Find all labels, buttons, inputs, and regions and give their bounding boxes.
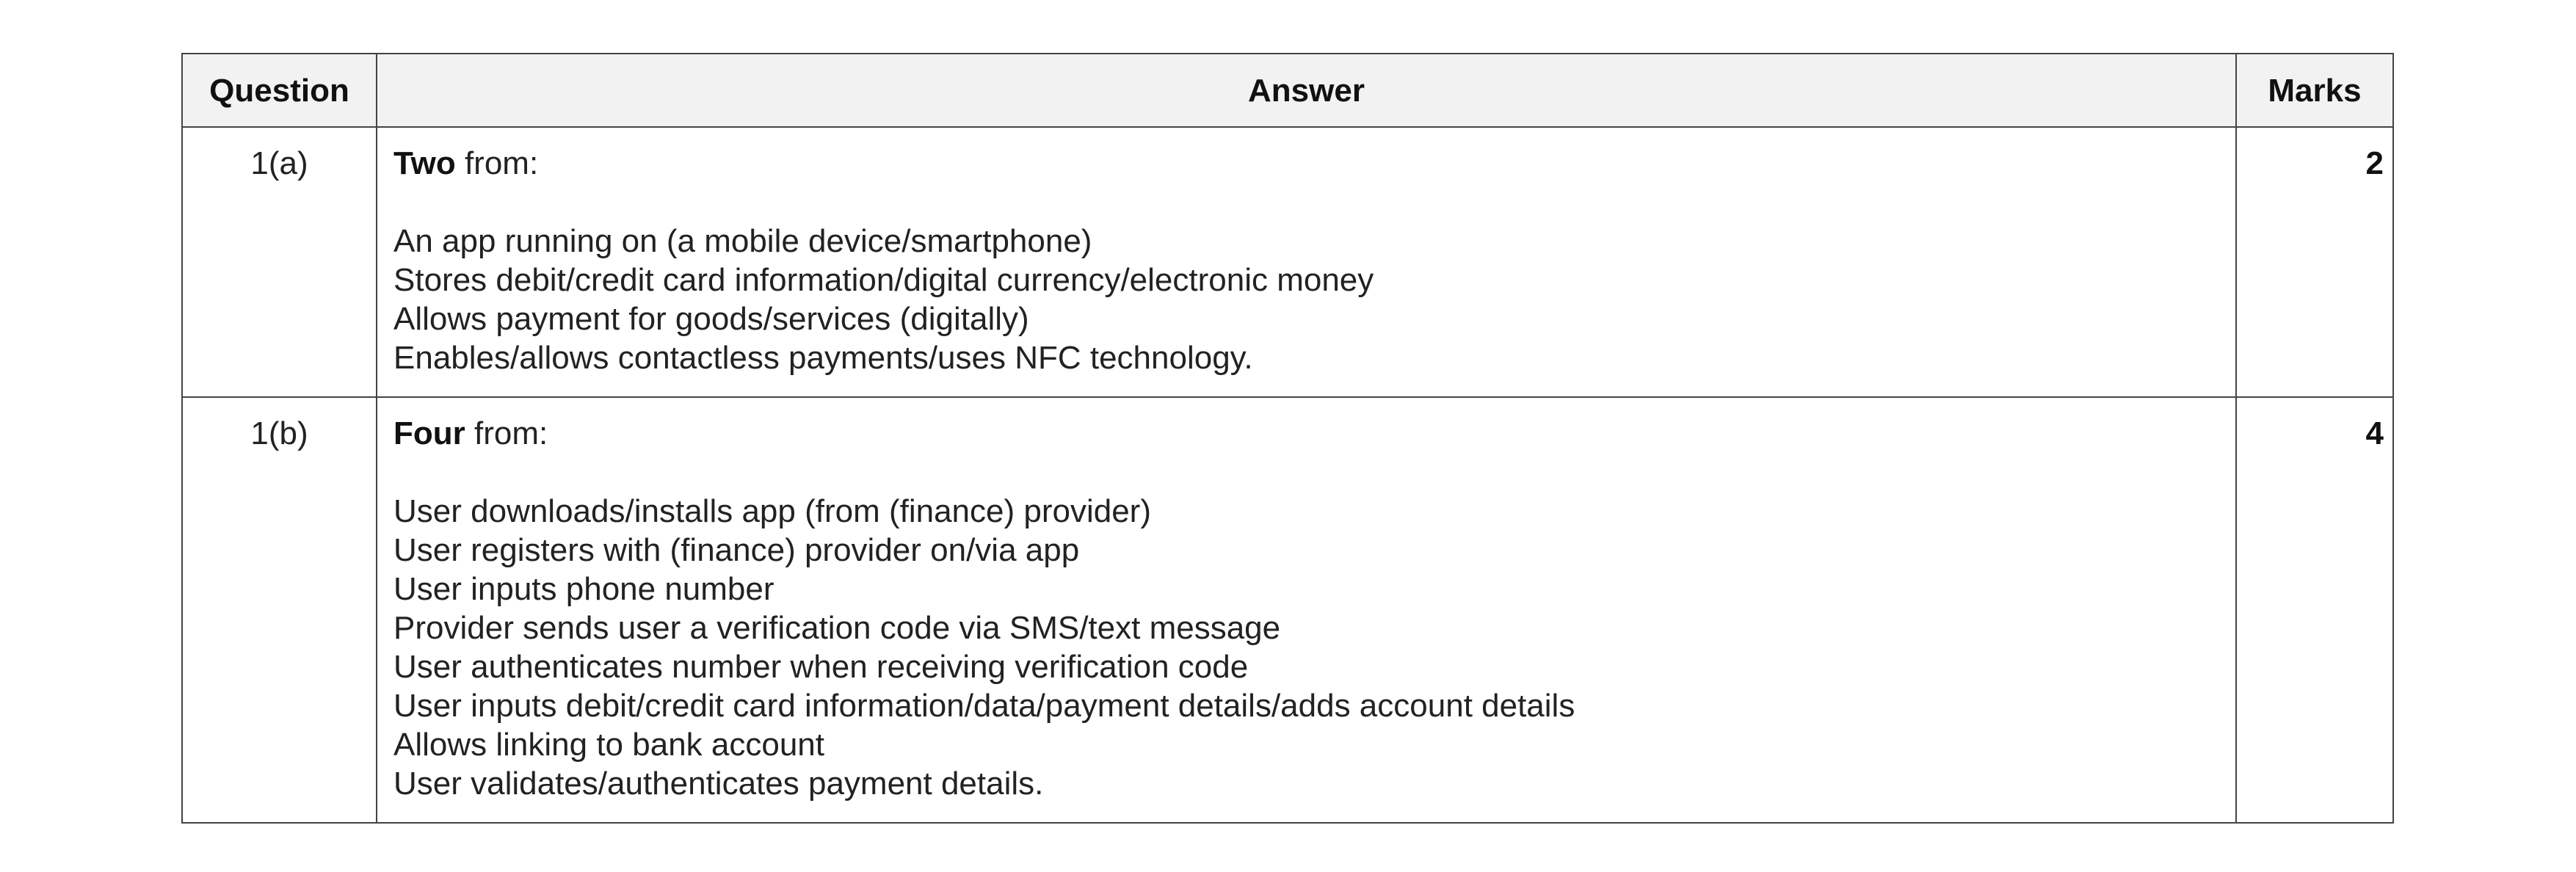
answer-point: User validates/authenticates payment details. xyxy=(393,766,1044,802)
answer-point: Allows payment for goods/services (digitally) xyxy=(393,301,1029,337)
answer-point: User authenticates number when receiving verification code xyxy=(393,649,1249,685)
answer-point: An app running on (a mobile device/smartphone) xyxy=(393,223,1092,259)
table-header xyxy=(182,54,2393,127)
answer-point: User downloads/installs app (from (finance) provider) xyxy=(393,493,1151,529)
table-body xyxy=(182,127,2393,823)
answer-cell xyxy=(377,127,2236,397)
instruction-count: Four xyxy=(393,415,465,451)
answer-point: Enables/allows contactless payments/uses NFC technology. xyxy=(393,340,1253,376)
marks-value: 4 xyxy=(2236,397,2393,823)
answer-point: Allows linking to bank account xyxy=(393,727,824,763)
answer-point: User registers with (finance) provider on/via app xyxy=(393,532,1080,568)
question-number: 1(a) xyxy=(182,127,377,397)
question-column-header: Question xyxy=(182,54,377,127)
marks-column-header: Marks xyxy=(2236,54,2393,127)
mark-scheme-table-container xyxy=(181,53,2392,824)
instruction-count: Two xyxy=(393,145,456,181)
table-row-1a xyxy=(182,127,2393,397)
marks-value: 2 xyxy=(2236,127,2393,397)
instruction-text: from: xyxy=(465,415,548,451)
answer-point: User inputs phone number xyxy=(393,571,774,607)
answer-cell xyxy=(377,397,2236,823)
instruction-text: from: xyxy=(455,145,539,181)
answer-point: Stores debit/credit card information/digital currency/electronic money xyxy=(393,262,1374,298)
answer-point: User inputs debit/credit card information/data/payment details/adds account details xyxy=(393,688,1575,724)
answer-instruction xyxy=(393,144,2221,183)
answer-instruction xyxy=(393,414,2221,453)
mark-scheme-table xyxy=(181,53,2394,824)
header-row xyxy=(182,54,2393,127)
question-number: 1(b) xyxy=(182,397,377,823)
answer-point: Provider sends user a verification code via SMS/text message xyxy=(393,610,1281,646)
table-row-1b xyxy=(182,397,2393,823)
answer-column-header: Answer xyxy=(377,54,2236,127)
